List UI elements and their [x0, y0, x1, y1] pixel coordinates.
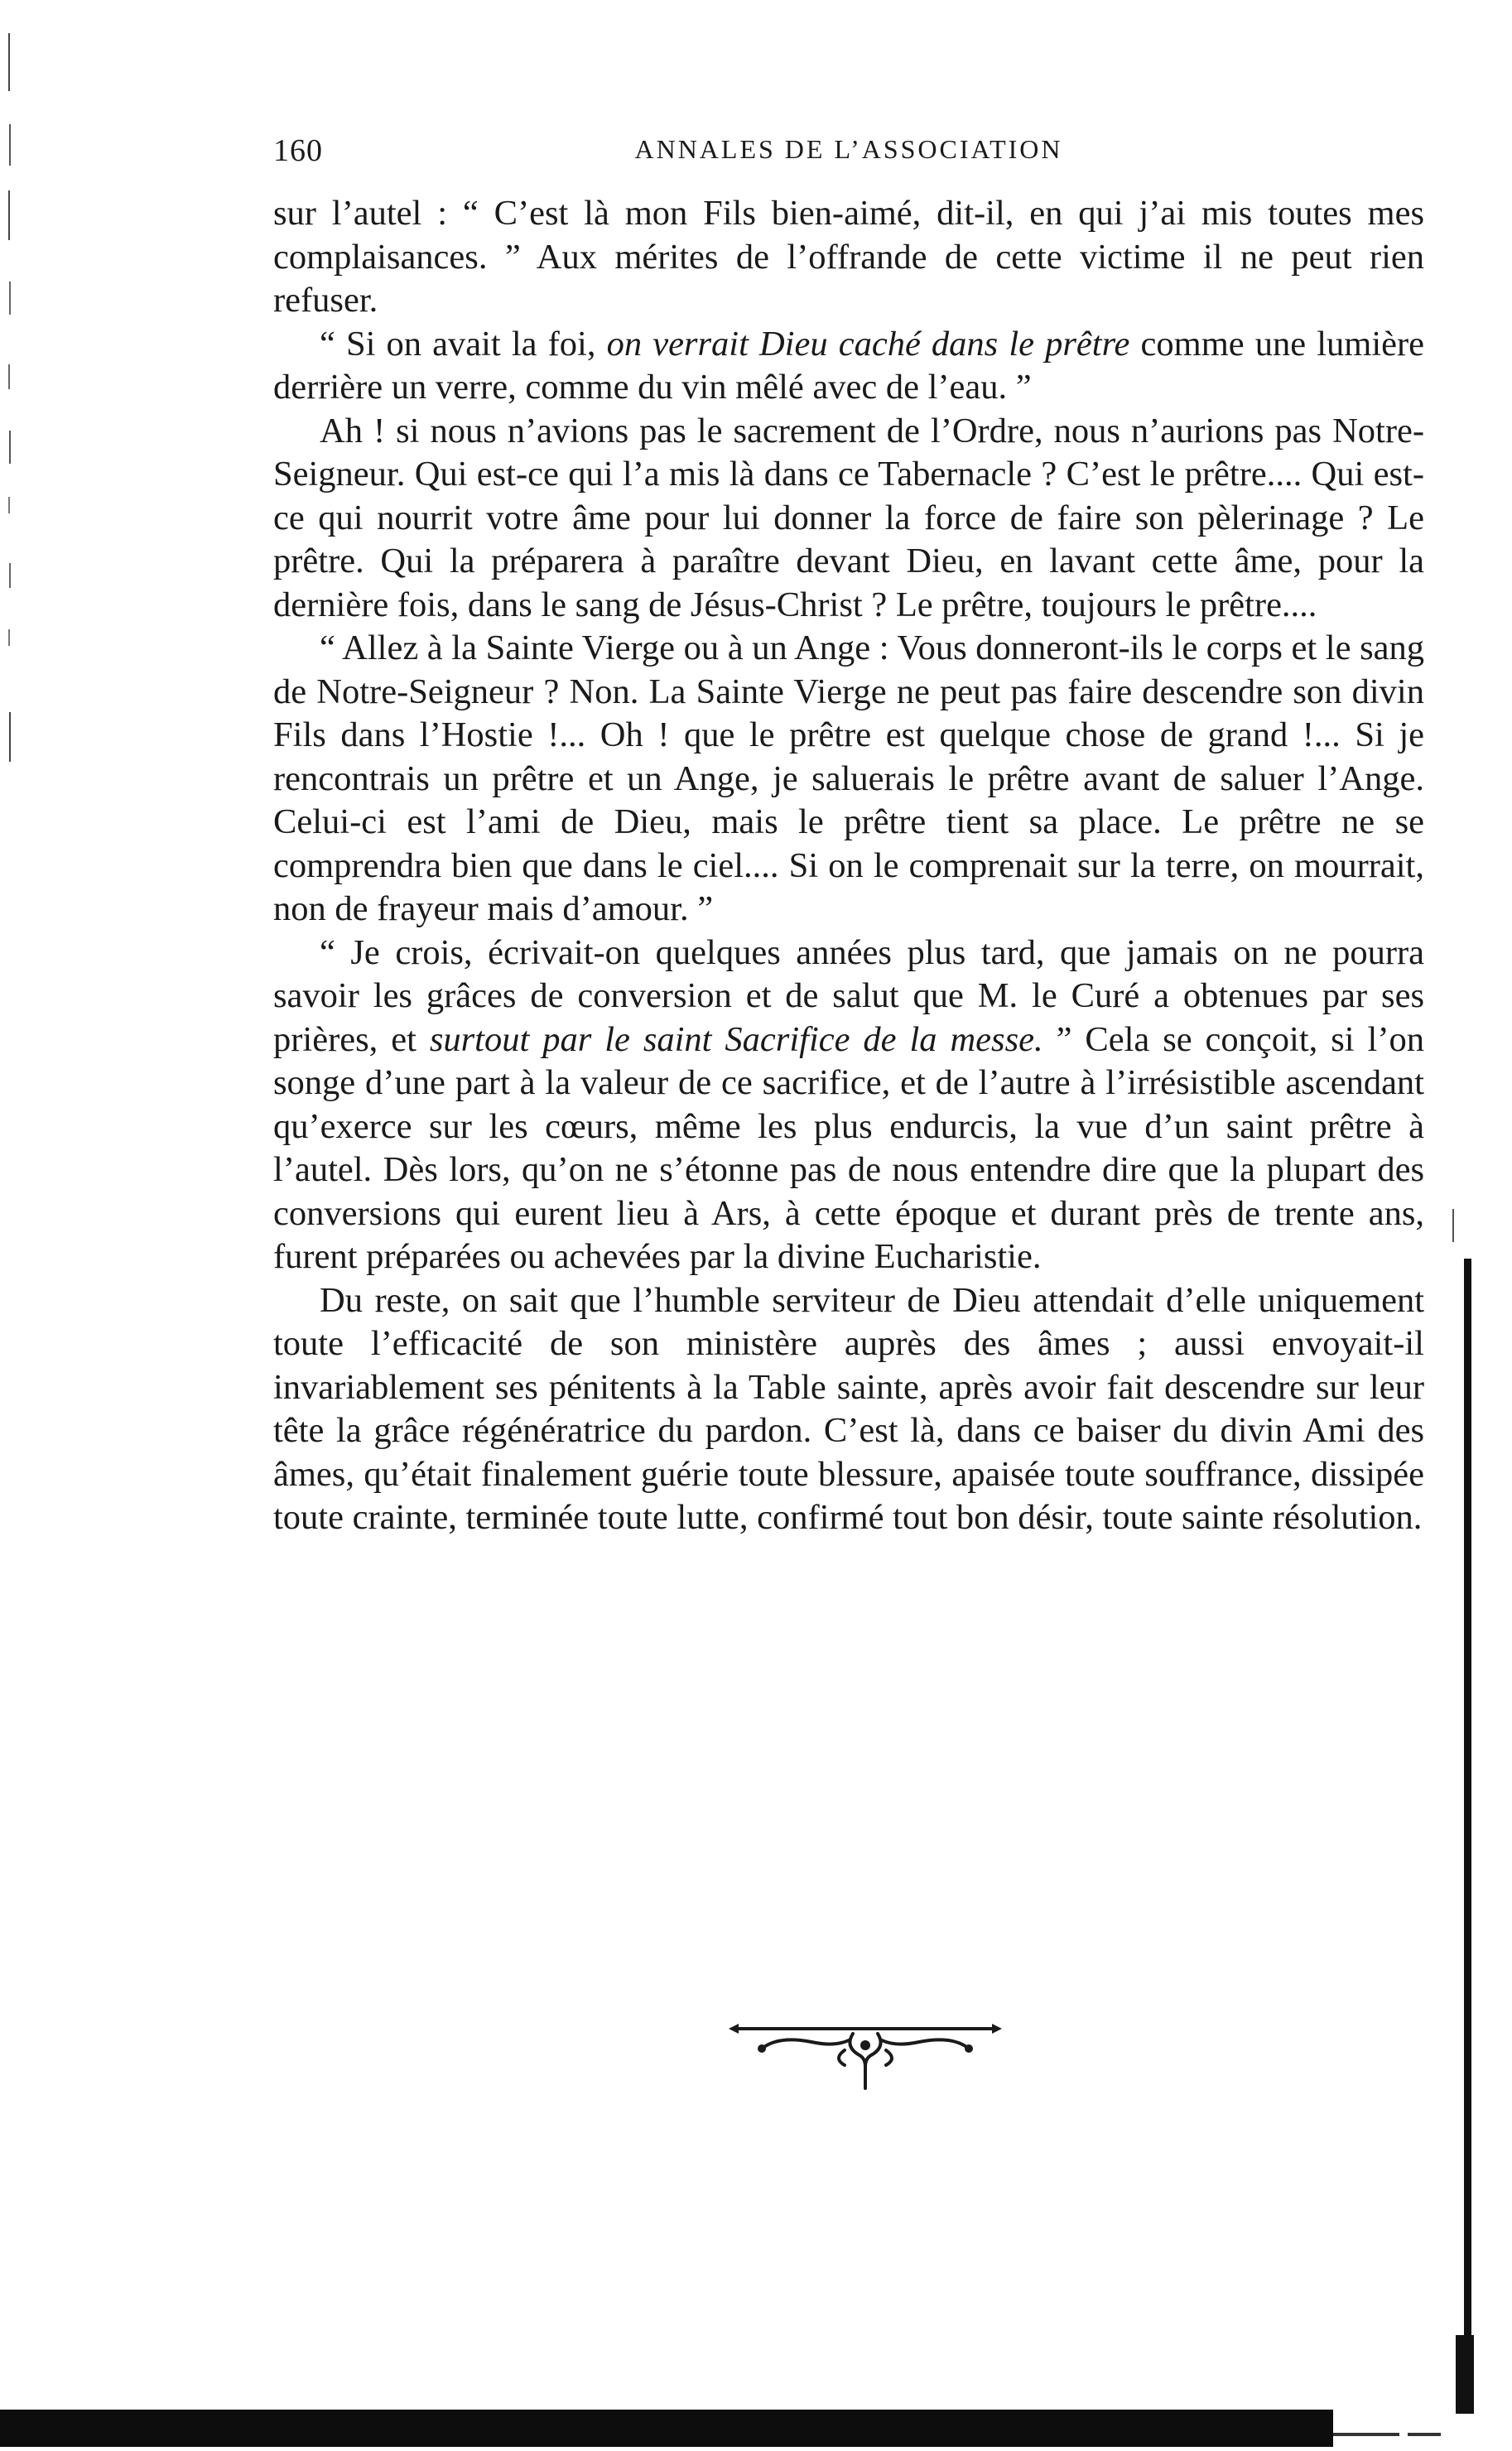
paragraph [273, 192, 1424, 323]
paragraph [273, 410, 1424, 628]
text-run: “ Je crois, écrivait-on quelques années plus tard, que jamais on ne pourra savoir les grâces de conversion et de salut que M. le Curé a obtenues par ses prières, et [273, 932, 1424, 1059]
text-run: sur l’autel : “ C’est là mon Fils bien-aimé, dit-il, en qui j’ai mis toutes mes complaisances. ” Aux mérites de l’offrande de cette victime il ne peut rien refuser. [273, 194, 1424, 320]
text-run: ” Cela se conçoit, si l’on songe d’une part à la valeur de ce sacrifice, et de l’autre à l’irrésistible ascendant qu’exerce sur les cœurs, même les plus endurcis, la vue d’un saint prêtre à l’autel. Dès lors, qu’on ne s’étonne pas de nous entendre dire que la plupart des conversions qui eurent lieu à Ars, à cette époque et durant près de trente ans, furent préparées ou achevées par la divine Eucharistie. [273, 1019, 1424, 1276]
paragraph [273, 323, 1424, 410]
page-header [273, 132, 1424, 182]
italic-text: on verrait Dieu caché dans le prêtre [606, 324, 1130, 364]
body-text [273, 192, 1424, 1540]
paragraph [273, 1279, 1424, 1540]
paragraph [273, 932, 1424, 1279]
italic-text: surtout par le saint Sacrifice de la messe. [429, 1019, 1043, 1059]
text-run: comme une lumière derrière un verre, comme du vin mêlé avec de l’eau. ” [273, 324, 1425, 407]
scan-edge-shadow-right [1451, 1209, 1479, 2414]
text-run: “ Allez à la Sainte Vierge ou à un Ange : Vous donneront-ils le corps et le sang de Notre-Seigneur ? Non. La Sainte Vierge ne peut pas faire descendre son divin Fils dans l’Hostie !... Oh ! que le prêtre est quelque chose de grand !... Si je rencontrais un prêtre et un Ange, je saluerais le prêtre avant de saluer l’Ange. Celui-ci est l’ami de Dieu, mais le prêtre tient sa place. Le prêtre ne se comprendra bien que dans le ciel.... Si on le comprenait sur la terre, on mourrait, non de frayeur mais d’amour. ” [273, 628, 1424, 928]
page-number: 160 [273, 133, 323, 168]
running-head: ANNALES DE L’ASSOCIATION [634, 134, 1063, 164]
scan-margin-marks-left [7, 33, 15, 778]
text-run: “ Si on avait la foi, [320, 324, 607, 364]
tailpiece-ornament [729, 2012, 1002, 2095]
scan-bottom-edge [0, 2401, 1512, 2447]
paragraph [273, 627, 1424, 932]
text-run: Ah ! si nous n’avions pas le sacrement de l’Ordre, nous n’aurions pas Notre-Seigneur. Qui est-ce qui l’a mis là dans ce Tabernacle ? C’est le prêtre.... Qui est-ce qui nourrit votre âme pour lui donner la force de faire son pèlerinage ? Le prêtre. Qui la préparera à paraître devant Dieu, en lavant cette âme, pour la dernière fois, dans le sang de Jésus-Christ ? Le prêtre, toujours le prêtre.... [273, 411, 1424, 624]
text-run: Du reste, on sait que l’humble serviteur de Dieu attendait d’elle uniquement toute l’efficacité de son ministère auprès des âmes ; aussi envoyait-il invariablement ses pénitents à la Table sainte, après avoir fait descendre sur leur tête la grâce régénératrice du pardon. C’est là, dans ce baiser du divin Ami des âmes, qu’était finalement guérie toute blessure, apaisée toute souffrance, dissipée toute crainte, terminée toute lutte, confirmé tout bon désir, toute sainte résolution. [273, 1280, 1424, 1537]
